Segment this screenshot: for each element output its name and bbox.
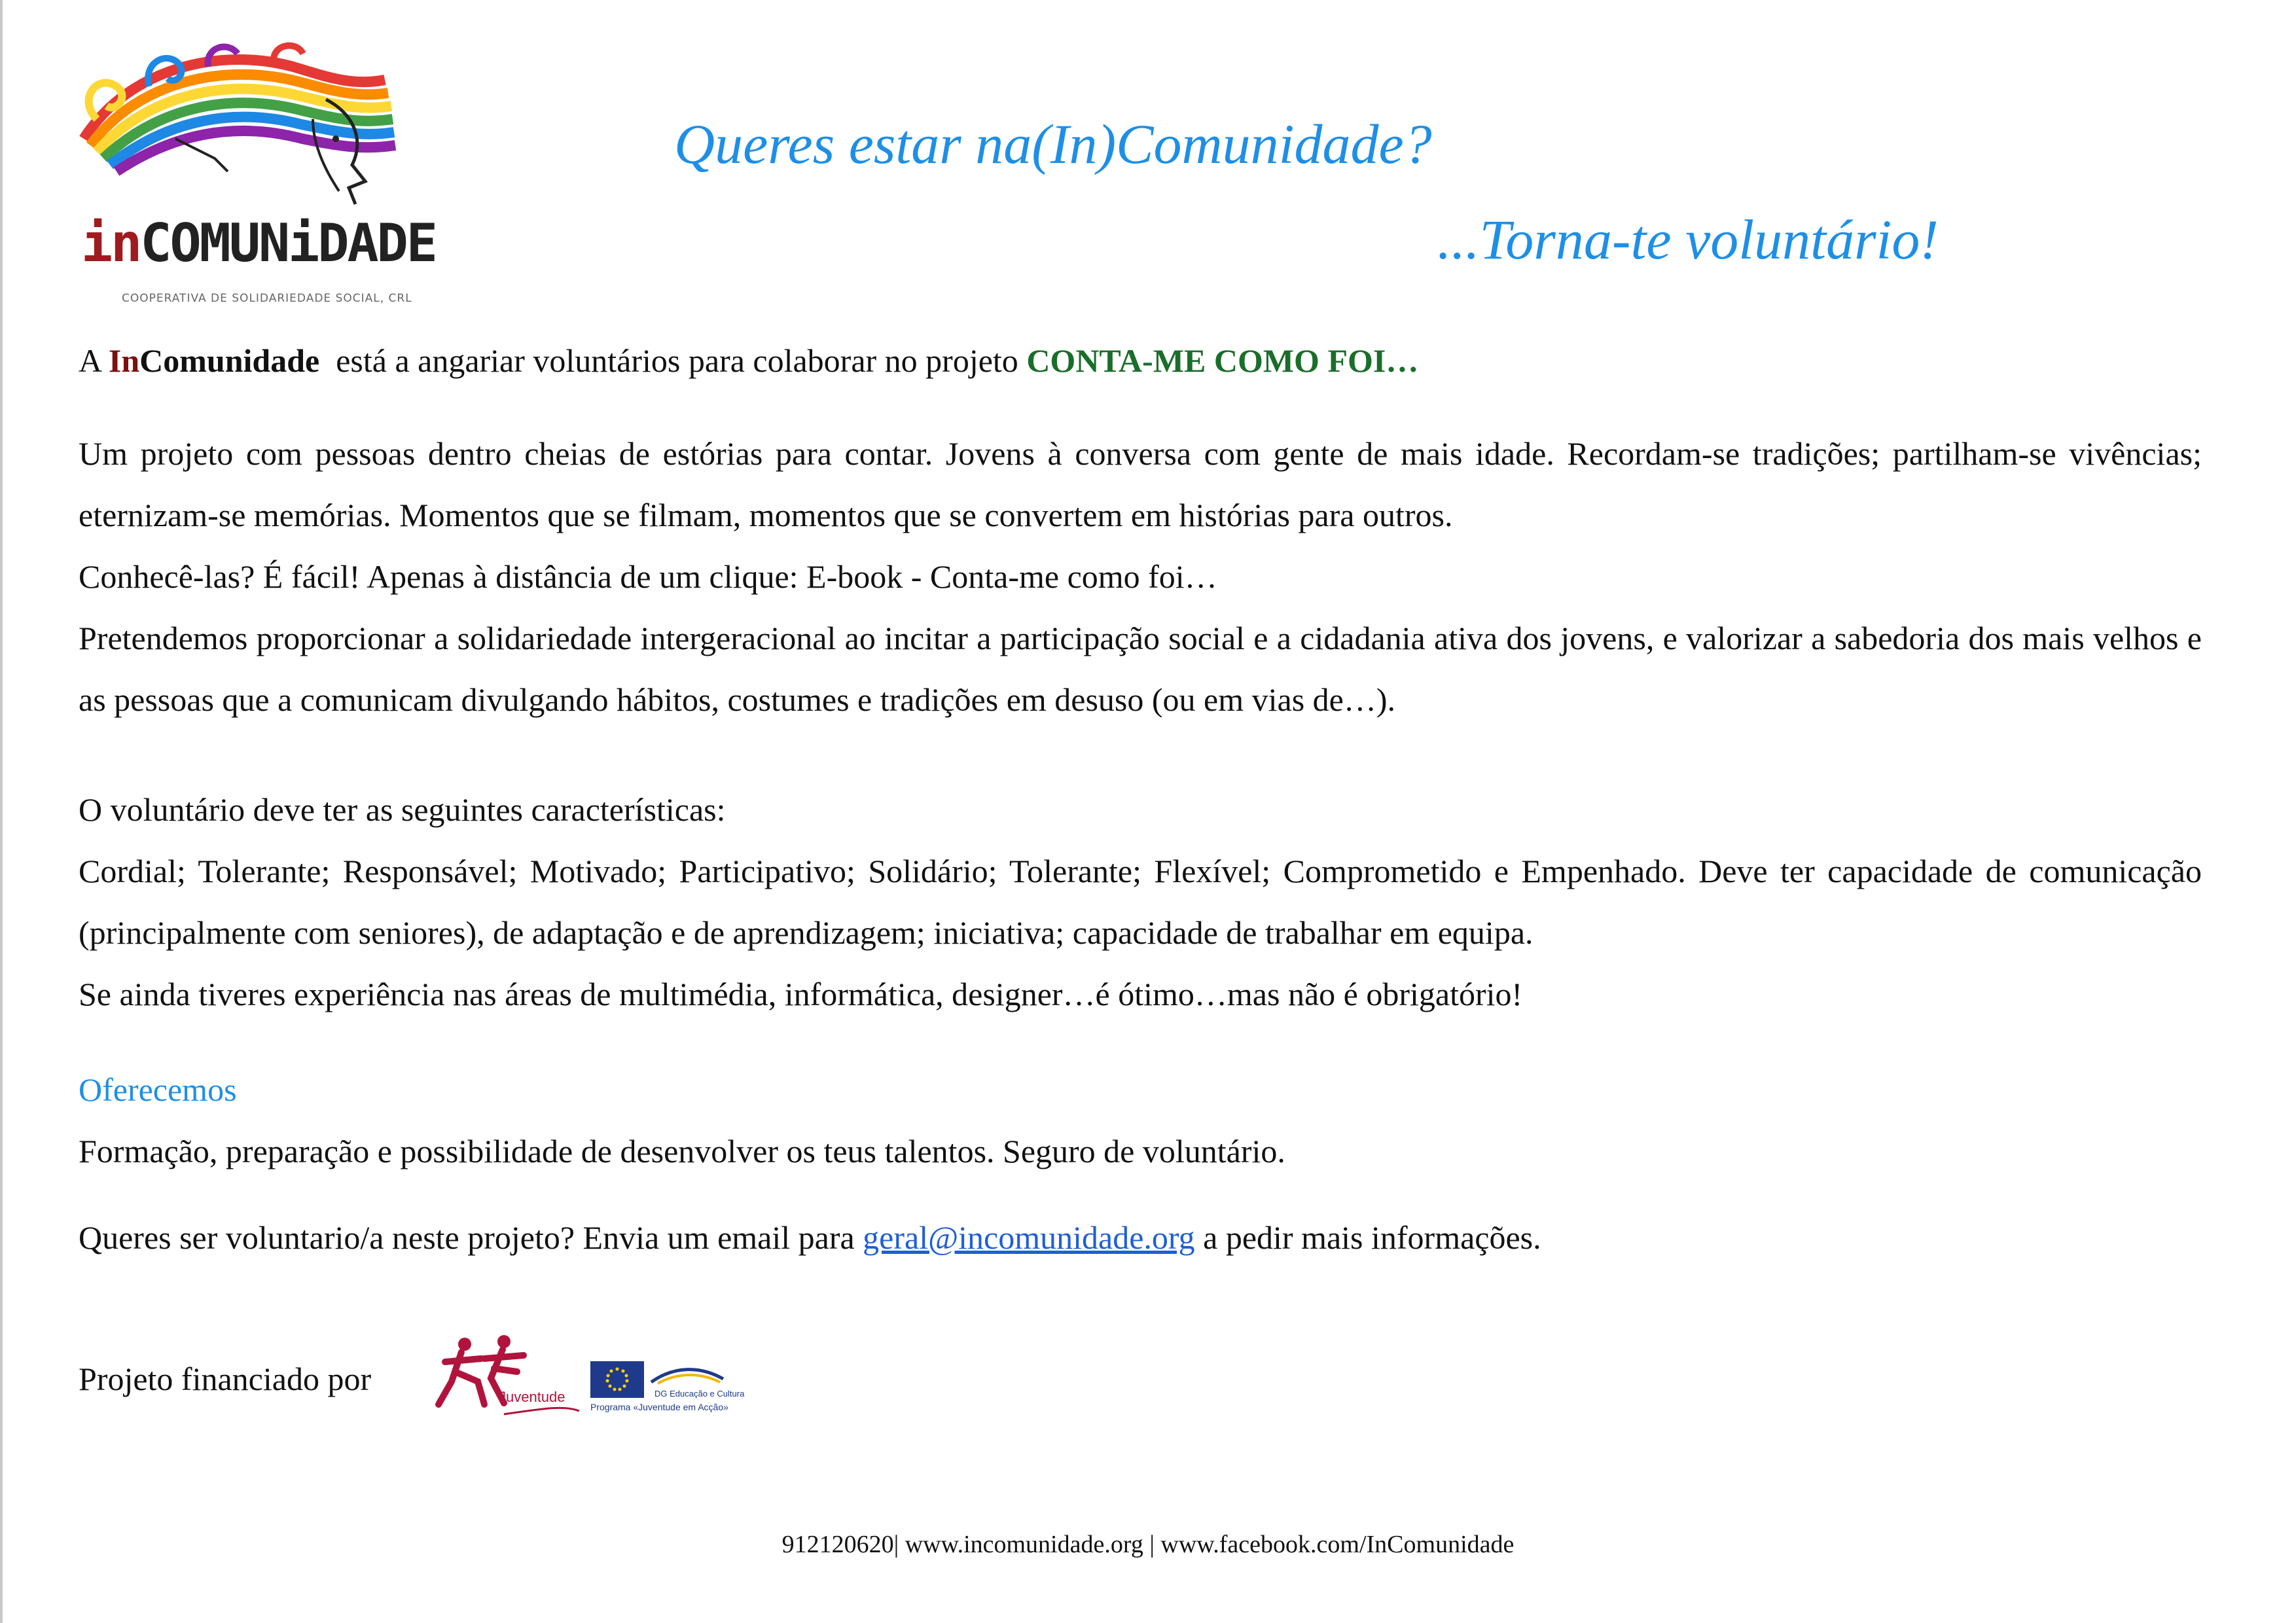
org-name-rest: Comunidade [139, 342, 320, 379]
contact-prefix: Queres ser voluntario/a neste projeto? Envia um email para [79, 1219, 863, 1256]
email-link[interactable]: geral@incomunidade.org [863, 1219, 1195, 1256]
eu-dg-label: DG Educação e Cultura [655, 1389, 745, 1399]
eu-program-label: Programa «Juventude em Acção» [590, 1402, 728, 1412]
requirements-list: Cordial; Tolerante; Responsável; Motivado; Participativo; Solidário; Tolerante; Flexível; Comprometido e Empenhado. Deve ter capacidade de comunicação (principalmente com seniores), de adaptação e de aprendizagem; iniciativa; capacidade de trabalhar em equipa. [79, 853, 2202, 951]
incomunidade-logo [77, 41, 436, 305]
page-edge [0, 0, 3, 1623]
project-goal-line: Pretendemos proporcionar a solidariedade intergeracional ao incitar a participação social e a cidadania ativa dos jovens, e valorizar a sabedoria dos mais velhos e as pessoas que a comunicam divulgando hábitos, costumes e tradições em desuso (ou em vias de…). [79, 620, 2202, 718]
intro-prefix: A [79, 342, 109, 379]
ebook-line: Conhecê-las? É fácil! Apenas à distância de um clique: E-book - Conta-me como foi… [79, 558, 1217, 595]
logo-wordmark-prefix: in [81, 213, 141, 274]
eu-flag-icon [590, 1361, 644, 1398]
funding-label: Projeto financiado por [79, 1361, 372, 1397]
rainbow-hair-face-icon [77, 41, 418, 211]
headline-question: Queres estar na(In)Comunidade? [674, 113, 1432, 175]
contact-suffix: a pedir mais informações. [1194, 1219, 1541, 1256]
headline-call-to-action: ...Torna-te voluntário! [1437, 208, 1939, 271]
intro-sentence [79, 330, 2202, 391]
logo-wordmark [81, 213, 436, 274]
contact-line [79, 1207, 2202, 1268]
intro-middle: está a angariar voluntários para colaborar no projeto [319, 342, 1027, 379]
requirements-bonus: Se ainda tiveres experiência nas áreas de multimédia, informática, designer…é ótimo…mas não é obrigatório! [79, 976, 1523, 1012]
requirements-intro: O voluntário deve ter as seguintes características: [79, 791, 726, 828]
dg-education-swoosh-icon [648, 1363, 726, 1389]
project-name: CONTA-ME COMO FOI… [1026, 342, 1419, 379]
footer-contacts: 912120620| www.incomunidade.org | www.facebook.com/InComunidade [781, 1531, 1515, 1558]
org-name-in: In [108, 342, 140, 379]
volunteer-requirements [79, 779, 2202, 1025]
logo-wordmark-suffix: COMUNiDADE [140, 213, 436, 274]
juventude-label: Juventude [499, 1389, 565, 1405]
offer-text: Formação, preparação e possibilidade de desenvolver os teus talentos. Seguro de voluntário. [79, 1133, 1285, 1169]
project-description [79, 423, 2202, 730]
logo-subtitle: COOPERATIVA DE SOLIDARIEDADE SOCIAL, CRL [122, 292, 412, 305]
offer-heading: Oferecemos [79, 1071, 237, 1108]
project-description-line: Um projeto com pessoas dentro cheias de estórias para contar. Jovens à conversa com gente de mais idade. Recordam-se tradições; partilham-se vivências; eternizam-se memórias. Momentos que se filmam, momentos que se convertem em histórias para outros. [79, 435, 2202, 533]
